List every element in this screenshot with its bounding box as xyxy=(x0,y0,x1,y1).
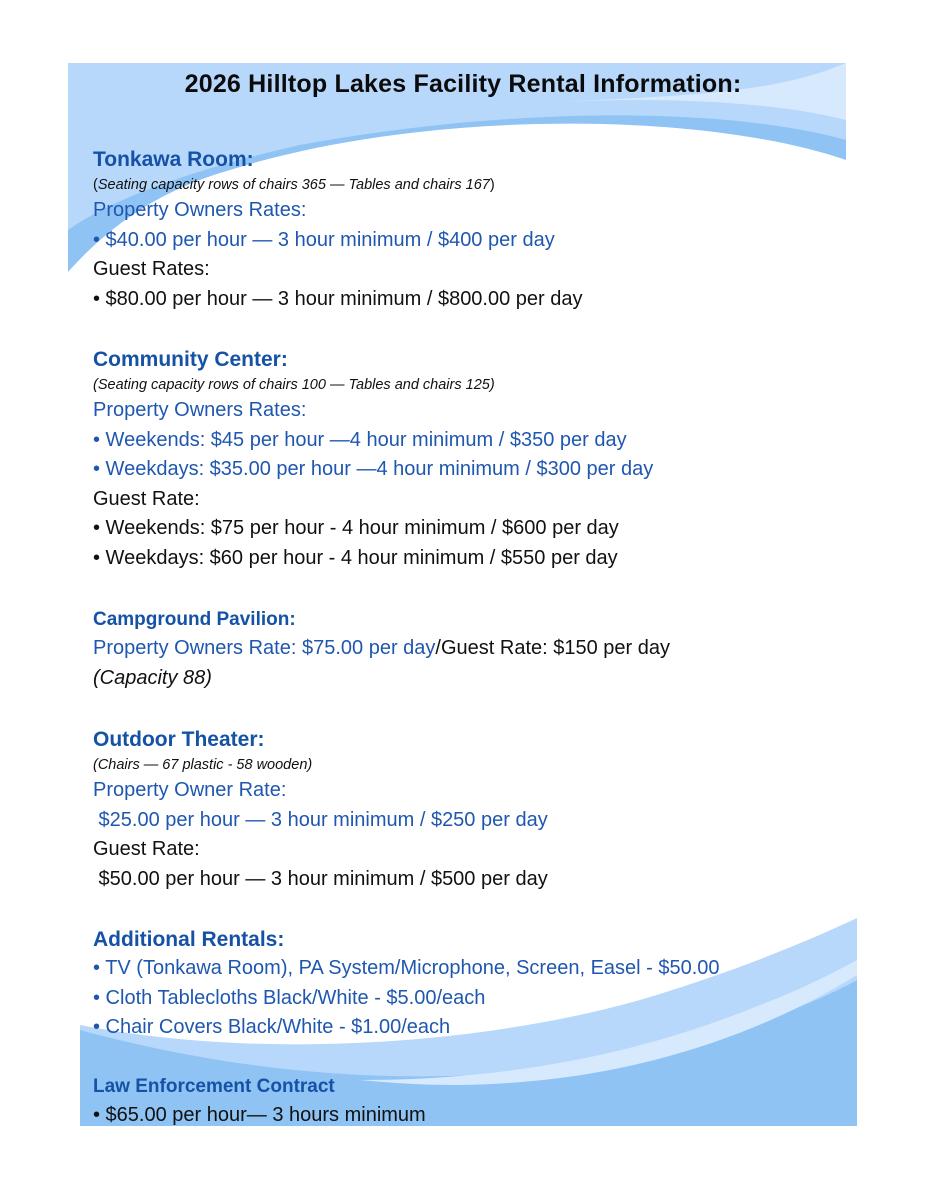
additional-heading: Additional Rentals: xyxy=(93,928,285,951)
community-heading: Community Center: xyxy=(93,348,288,371)
tonkawa-capacity-open: ( xyxy=(93,177,98,193)
theater-section xyxy=(93,726,853,894)
community-guest-label: Guest Rate: xyxy=(93,487,200,510)
page-title: 2026 Hilltop Lakes Facility Rental Information: xyxy=(184,70,742,98)
law-enforcement-section xyxy=(93,1073,853,1131)
law-heading: Law Enforcement Contract xyxy=(93,1076,335,1097)
additional-item: • TV (Tonkawa Room), PA System/Microphone, Screen, Easel - $50.00 xyxy=(93,957,720,979)
additional-item: • Chair Covers Black/White - $1.00/each xyxy=(93,1016,451,1038)
community-owner-weekdays: • Weekdays: $35.00 per hour —4 hour minimum / $300 per day xyxy=(93,458,654,480)
tonkawa-guest-label: Guest Rates: xyxy=(93,258,210,280)
pavilion-guest-rate: /Guest Rate: $150 per day xyxy=(435,637,670,659)
pavilion-rates xyxy=(93,634,853,664)
community-guest-weekends: • Weekends: $75 per hour - 4 hour minimum / $600 per day xyxy=(93,517,619,539)
theater-owner-label: Property Owner Rate: xyxy=(93,779,287,801)
theater-heading: Outdoor Theater: xyxy=(93,728,265,751)
tonkawa-heading: Tonkawa Room: xyxy=(93,148,254,171)
tonkawa-owner-rate: • $40.00 per hour — 3 hour minimum / $400 per day xyxy=(93,228,555,251)
community-capacity: (Seating capacity rows of chairs 100 — Tables and chairs 125) xyxy=(93,377,495,393)
community-guest-weekdays: • Weekdays: $60 per hour - 4 hour minimum / $550 per day xyxy=(93,546,618,569)
pavilion-heading: Campground Pavilion: xyxy=(93,609,296,630)
pavilion-owner-rate: Property Owners Rate: $75.00 per day xyxy=(93,637,436,659)
tonkawa-section xyxy=(93,146,853,314)
theater-guest-rate: $50.00 per hour — 3 hour minimum / $500 per day xyxy=(93,867,548,890)
theater-guest-label: Guest Rate: xyxy=(93,838,200,860)
community-owner-label: Property Owners Rates: xyxy=(93,399,307,421)
community-center-section xyxy=(93,346,853,573)
additional-item: • Cloth Tablecloths Black/White - $5.00/each xyxy=(93,986,486,1009)
theater-capacity: (Chairs — 67 plastic - 58 wooden) xyxy=(93,757,313,773)
additional-rentals-section xyxy=(93,926,853,1043)
tonkawa-guest-rate: • $80.00 per hour — 3 hour minimum / $800.00 per day xyxy=(93,287,583,310)
tonkawa-capacity-close: ) xyxy=(489,177,495,193)
pavilion-section xyxy=(93,606,853,693)
theater-owner-rate: $25.00 per hour — 3 hour minimum / $250 per day xyxy=(93,808,548,831)
pavilion-capacity: (Capacity 88) xyxy=(93,666,212,689)
law-rate: • $65.00 per hour— 3 hours minimum xyxy=(93,1104,426,1126)
tonkawa-capacity-text: Seating capacity rows of chairs 365 — Tables and chairs 167 xyxy=(97,177,490,193)
tonkawa-capacity xyxy=(93,174,853,196)
tonkawa-owner-label: Property Owners Rates: xyxy=(93,199,307,221)
community-owner-weekends: • Weekends: $45 per hour —4 hour minimum / $350 per day xyxy=(93,428,627,451)
